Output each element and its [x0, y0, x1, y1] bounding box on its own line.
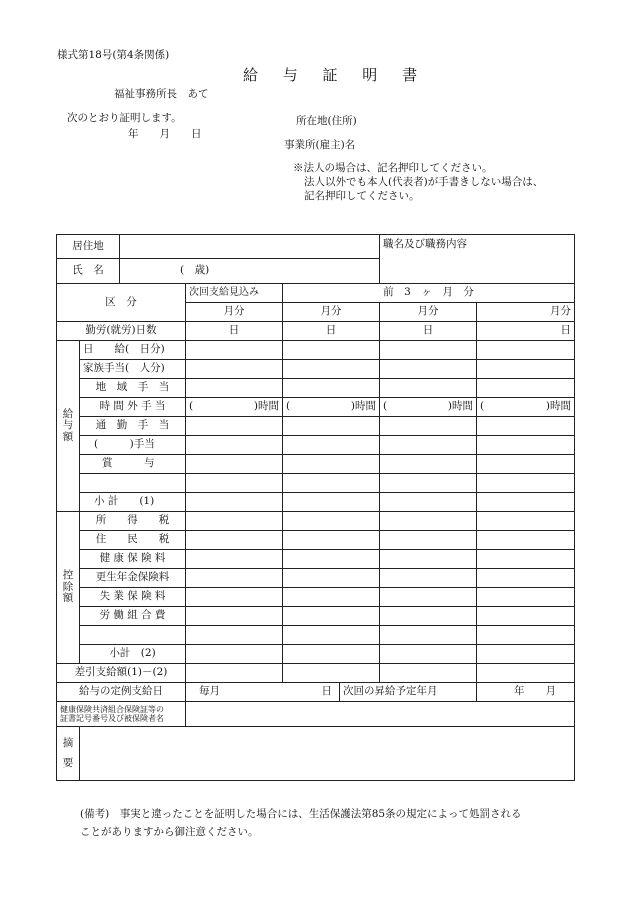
salary-item-label [80, 474, 186, 493]
amount-cell[interactable] [186, 436, 283, 455]
overtime-row [57, 398, 575, 417]
payday-row [57, 683, 575, 702]
amount-cell[interactable] [283, 455, 380, 474]
name-field[interactable] [120, 259, 380, 284]
amount-cell[interactable] [283, 569, 380, 588]
workdays-label: 勤労(就労)日数 [57, 322, 186, 341]
deduction-row [57, 531, 575, 550]
age-label: ( 歳) [180, 264, 210, 277]
amount-cell[interactable] [283, 645, 380, 664]
amount-cell[interactable] [186, 379, 283, 398]
subtotal2-label: 小計 (2) [80, 645, 186, 664]
year-month-label: 年 月 [514, 685, 556, 698]
amount-cell[interactable] [380, 569, 477, 588]
occupation-label: 職名及び職務内容 [383, 238, 467, 250]
certificate-table [56, 234, 575, 781]
deduction-char: 除 [62, 580, 74, 593]
amount-cell[interactable] [283, 512, 380, 531]
workdays-cell-3[interactable] [380, 322, 477, 341]
salary-row [57, 474, 575, 493]
deduction-row [57, 550, 575, 569]
day-unit: 日 [321, 685, 332, 698]
remarks-char: 摘 [62, 736, 74, 749]
amount-cell[interactable] [283, 341, 380, 360]
amount-cell[interactable] [186, 626, 283, 645]
amount-cell[interactable] [380, 455, 477, 474]
remarks-label [57, 727, 80, 781]
form-number: 様式第18号(第4条関係) [57, 49, 170, 61]
amount-cell[interactable] [477, 531, 575, 550]
amount-cell[interactable] [186, 569, 283, 588]
workdays-cell-2[interactable] [283, 322, 380, 341]
month-unit: 月分 [223, 305, 245, 318]
addressee: 福祉事務所長 あて [114, 88, 209, 100]
amount-cell[interactable] [380, 607, 477, 626]
subtotal1-row [57, 493, 575, 512]
month-unit: 月分 [320, 305, 342, 318]
salary-item-label: ( )手当 [80, 436, 186, 455]
deduction-row [57, 626, 575, 645]
prev-months-label: 前 3 ヶ 月 分 [283, 284, 575, 303]
payday-label: 給与の定例支給日 [57, 683, 186, 702]
paren-open: ( [383, 400, 388, 413]
day-unit: 日 [228, 324, 240, 337]
category-label: 区 分 [57, 284, 186, 322]
workdays-cell-4[interactable] [477, 322, 575, 341]
amount-cell[interactable] [477, 474, 575, 493]
next-raise-field[interactable] [477, 683, 575, 702]
amount-cell[interactable] [283, 664, 380, 683]
amount-cell[interactable] [186, 607, 283, 626]
amount-cell[interactable] [186, 550, 283, 569]
salary-char: 給 [62, 407, 74, 420]
subtotal1-label: 小 計 (1) [80, 493, 186, 512]
salary-char: 与 [62, 419, 74, 432]
amount-cell[interactable] [283, 531, 380, 550]
amount-cell[interactable] [477, 417, 575, 436]
amount-cell[interactable] [477, 493, 575, 512]
next-pay-label: 次回支給見込み [186, 284, 283, 303]
amount-cell[interactable] [283, 493, 380, 512]
stamp-note-2: 法人以外でも本人(代表者)が手書きしない場合は、 [304, 176, 544, 188]
month-unit: 月分 [417, 305, 439, 318]
overtime-cell[interactable] [477, 398, 575, 417]
residence-field[interactable] [120, 235, 380, 259]
amount-cell[interactable] [380, 379, 477, 398]
amount-cell[interactable] [283, 626, 380, 645]
amount-cell[interactable] [380, 360, 477, 379]
remarks-field[interactable] [80, 727, 575, 781]
residence-row [57, 235, 575, 259]
hours-unit: )時間 [350, 400, 376, 413]
deduction-item-label: 住 民 税 [80, 531, 186, 550]
deduction-item-label [80, 626, 186, 645]
paren-open: ( [286, 400, 291, 413]
hours-unit: )時間 [545, 400, 571, 413]
certify-text: 次のとおり証明します。 [67, 112, 182, 124]
amount-cell[interactable] [380, 588, 477, 607]
subtotal2-row [57, 645, 575, 664]
paren-open: ( [480, 400, 485, 413]
net-pay-row [57, 664, 575, 683]
insurance-label-2: 証書記号番号及び被保険者名 [60, 714, 164, 723]
salary-item-label: 家族手当( 人分) [80, 360, 186, 379]
amount-cell[interactable] [380, 531, 477, 550]
footer-note-1: (備考) 事実と違ったことを証明した場合には、生活保護法第85条の規定によって処罰される [80, 808, 522, 820]
amount-cell[interactable] [477, 550, 575, 569]
workdays-row [57, 322, 575, 341]
amount-cell[interactable] [477, 645, 575, 664]
amount-cell[interactable] [380, 417, 477, 436]
occupation-cell[interactable] [380, 235, 575, 284]
name-label: 氏 名 [57, 259, 120, 284]
amount-cell[interactable] [186, 360, 283, 379]
amount-cell[interactable] [477, 626, 575, 645]
remarks-char: 要 [62, 756, 74, 769]
page-title: 給 与 証 明 書 [243, 66, 428, 84]
insurance-row [57, 702, 575, 727]
amount-cell[interactable] [186, 341, 283, 360]
deduction-item-label: 更生年金保険料 [80, 569, 186, 588]
insurance-label [57, 702, 186, 727]
salary-row [57, 341, 575, 360]
date-line: 年 月 日 [128, 128, 202, 140]
amount-cell[interactable] [380, 626, 477, 645]
salary-item-label: 時 間 外 手 当 [80, 398, 186, 417]
deduction-row [57, 512, 575, 531]
amount-cell[interactable] [380, 436, 477, 455]
amount-cell[interactable] [477, 569, 575, 588]
amount-cell[interactable] [380, 664, 477, 683]
amount-cell[interactable] [380, 341, 477, 360]
amount-cell[interactable] [186, 417, 283, 436]
overtime-cell[interactable] [283, 398, 380, 417]
salary-row [57, 417, 575, 436]
amount-cell[interactable] [380, 645, 477, 664]
amount-cell[interactable] [477, 664, 575, 683]
period-header-row [57, 284, 575, 303]
location-label: 所在地(住所) [296, 115, 357, 127]
deduction-item-label: 所 得 税 [80, 512, 186, 531]
residence-label: 居住地 [57, 235, 120, 259]
next-raise-label: 次回の昇給予定年月 [340, 683, 477, 702]
deduction-item-label: 健 康 保 険 料 [80, 550, 186, 569]
overtime-cell[interactable] [380, 398, 477, 417]
amount-cell[interactable] [380, 474, 477, 493]
amount-cell[interactable] [380, 512, 477, 531]
amount-cell[interactable] [477, 512, 575, 531]
stamp-note-3: 記名押印してください。 [304, 190, 420, 202]
deduction-item-label: 失 業 保 険 料 [80, 588, 186, 607]
month-cell-2[interactable] [283, 303, 380, 322]
amount-cell[interactable] [283, 550, 380, 569]
amount-cell[interactable] [477, 607, 575, 626]
amount-cell[interactable] [186, 588, 283, 607]
salary-group-label [57, 341, 80, 512]
amount-cell[interactable] [477, 379, 575, 398]
paren-open: ( [189, 400, 194, 413]
amount-cell[interactable] [186, 474, 283, 493]
hours-unit: )時間 [253, 400, 279, 413]
footer-note-2: ことがありますから御注意ください。 [80, 826, 259, 838]
deduction-row [57, 569, 575, 588]
amount-cell[interactable] [477, 360, 575, 379]
day-unit: 日 [560, 324, 571, 337]
deduction-char: 控 [62, 569, 74, 582]
insurance-label-1: 健康保険共済組合保険証等の [60, 704, 164, 714]
amount-cell[interactable] [283, 379, 380, 398]
amount-cell[interactable] [186, 664, 283, 683]
deduction-group-label [57, 512, 80, 664]
salary-row [57, 379, 575, 398]
deduction-char: 額 [62, 592, 74, 605]
overtime-cell[interactable] [186, 398, 283, 417]
deduction-item-label: 労 働 組 合 費 [80, 607, 186, 626]
amount-cell[interactable] [283, 436, 380, 455]
amount-cell[interactable] [477, 341, 575, 360]
insurance-field[interactable] [186, 702, 575, 727]
salary-row [57, 360, 575, 379]
month-cell-4[interactable] [477, 303, 575, 322]
day-unit: 日 [422, 324, 434, 337]
salary-item-label: 通 勤 手 当 [80, 417, 186, 436]
hours-unit: )時間 [447, 400, 473, 413]
amount-cell[interactable] [283, 360, 380, 379]
deduction-row [57, 607, 575, 626]
month-cell-1[interactable] [186, 303, 283, 322]
amount-cell[interactable] [283, 607, 380, 626]
amount-cell[interactable] [380, 493, 477, 512]
net-pay-label: 差引支給額(1)－(2) [57, 664, 186, 683]
salary-row [57, 455, 575, 474]
month-cell-3[interactable] [380, 303, 477, 322]
deduction-row [57, 588, 575, 607]
amount-cell[interactable] [283, 588, 380, 607]
amount-cell[interactable] [186, 512, 283, 531]
day-unit: 日 [325, 324, 337, 337]
payday-field[interactable] [186, 683, 340, 702]
salary-item-label: 日 給( 日分) [80, 341, 186, 360]
amount-cell[interactable] [186, 531, 283, 550]
amount-cell[interactable] [477, 436, 575, 455]
salary-char: 額 [62, 430, 74, 443]
amount-cell[interactable] [477, 588, 575, 607]
salary-item-label: 賞 与 [80, 455, 186, 474]
amount-cell[interactable] [186, 493, 283, 512]
amount-cell[interactable] [283, 474, 380, 493]
monthly-label: 毎月 [199, 685, 220, 698]
stamp-note-1: ※法人の場合は、記名押印してください。 [293, 162, 493, 174]
salary-item-label: 地 域 手 当 [80, 379, 186, 398]
amount-cell[interactable] [283, 417, 380, 436]
amount-cell[interactable] [380, 550, 477, 569]
month-unit: 月分 [550, 305, 571, 318]
salary-row [57, 436, 575, 455]
amount-cell[interactable] [186, 645, 283, 664]
workdays-cell-1[interactable] [186, 322, 283, 341]
amount-cell[interactable] [477, 455, 575, 474]
office-label: 事業所(雇主)名 [284, 139, 356, 151]
remarks-row [57, 727, 575, 781]
amount-cell[interactable] [186, 455, 283, 474]
